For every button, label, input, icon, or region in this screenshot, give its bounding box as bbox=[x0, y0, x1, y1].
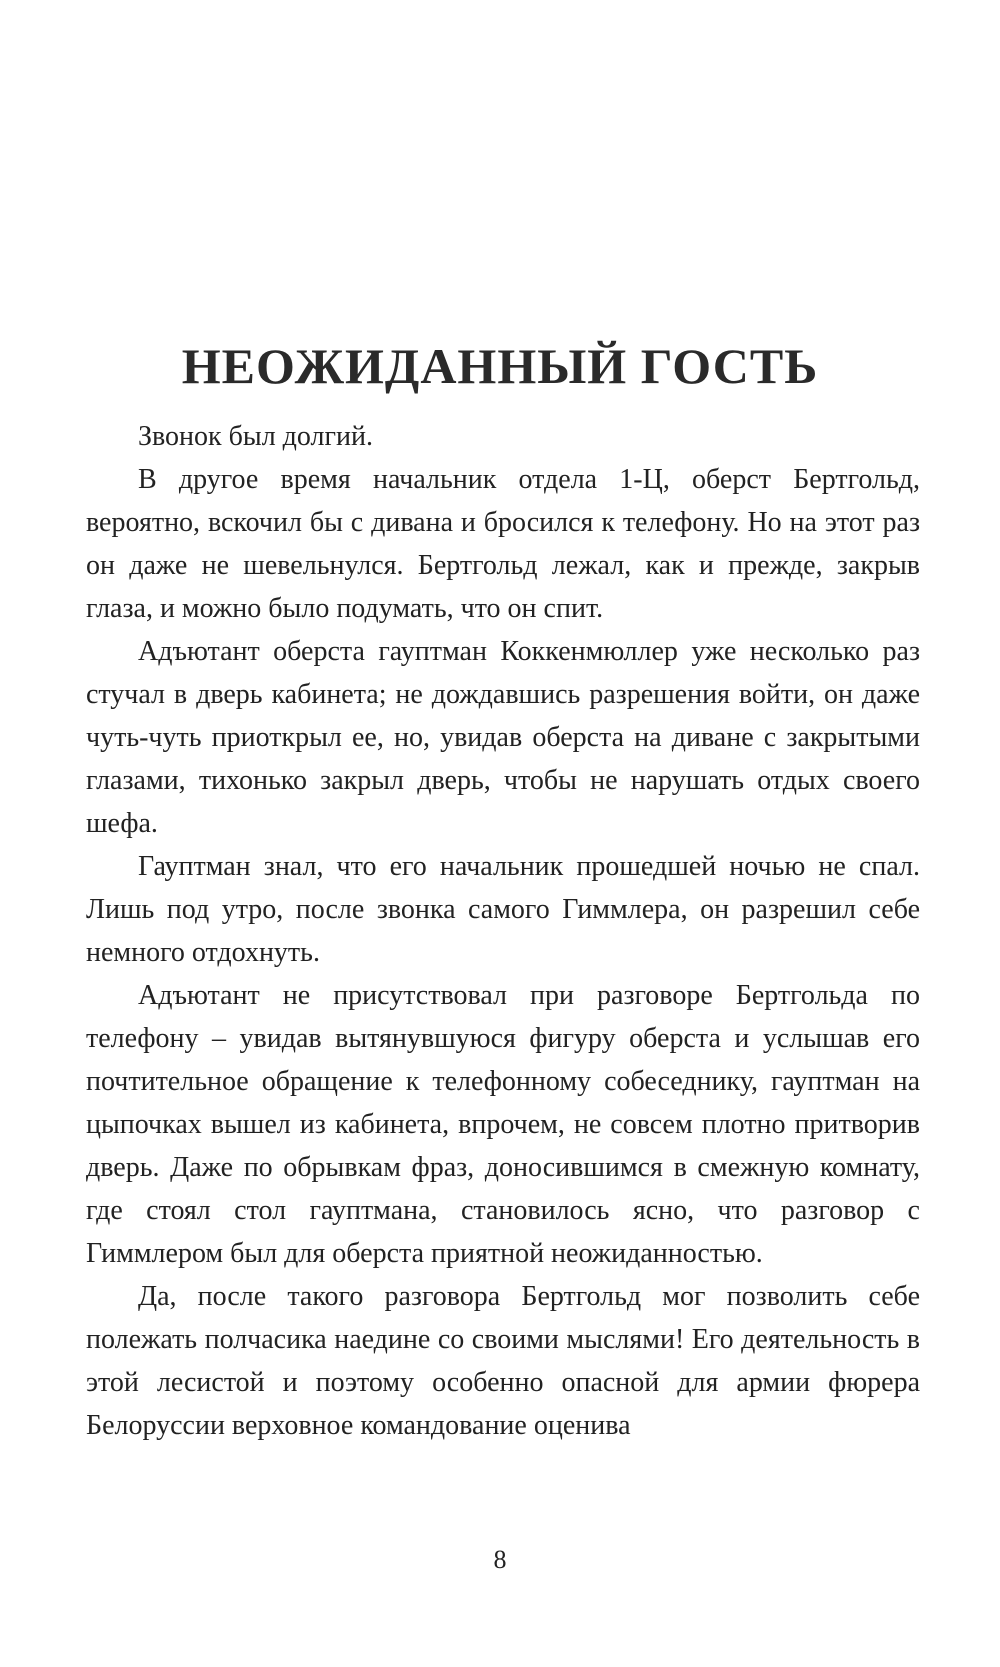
paragraph: Звонок был долгий. bbox=[138, 421, 373, 452]
chapter-title: НЕОЖИДАННЫЙ ГОСТЬ bbox=[181, 338, 819, 394]
paragraph: Адъютант оберста гауптман Коккенмюллер уже несколько раз стучал в дверь кабинета; не дождавшись разрешения войти, он даже чуть-чуть приоткрыл ее, но, увидав оберста на диване с закрытыми глазами, тихонько закрыл дверь, чтобы не нарушать отдых своего шефа. bbox=[86, 636, 920, 839]
paragraph: В другое время начальник отдела 1-Ц, оберст Бертгольд, вероятно, вскочил бы с дивана и бросился к телефону. Но на этот раз он даже не шевельнулся. Бертгольд лежал, как и прежде, закрыв глаза, и можно было подумать, что он спит. bbox=[86, 464, 920, 624]
paragraph: Да, после такого разговора Бертгольд мог позволить себе полежать полчасика наедине со своими мыслями! Его деятельность в этой лесистой и поэтому особенно опасной для армии фюрера Белоруссии верховное командование оценива bbox=[86, 1281, 920, 1441]
paragraph: Гауптман знал, что его начальник прошедшей ночью не спал. Лишь под утро, после звонка самого Гиммлера, он разрешил себе немного отдохнуть. bbox=[86, 851, 920, 968]
chapter-body bbox=[86, 415, 920, 1447]
paragraph: Адъютант не присутствовал при разговоре Бертгольда по телефону – увидав вытянувшуюся фигуру оберста и услышав его почтительное обращение к телефонному собеседнику, гауптман на цыпочках вышел из кабинета, впрочем, не совсем плотно притворив дверь. Даже по обрывкам фраз, доносившимся в смежную комнату, где стоял стол гауптмана, становилось ясно, что разговор с Гиммлером был для оберста приятной неожиданностью. bbox=[86, 980, 920, 1269]
page-number: 8 bbox=[493, 1545, 507, 1574]
